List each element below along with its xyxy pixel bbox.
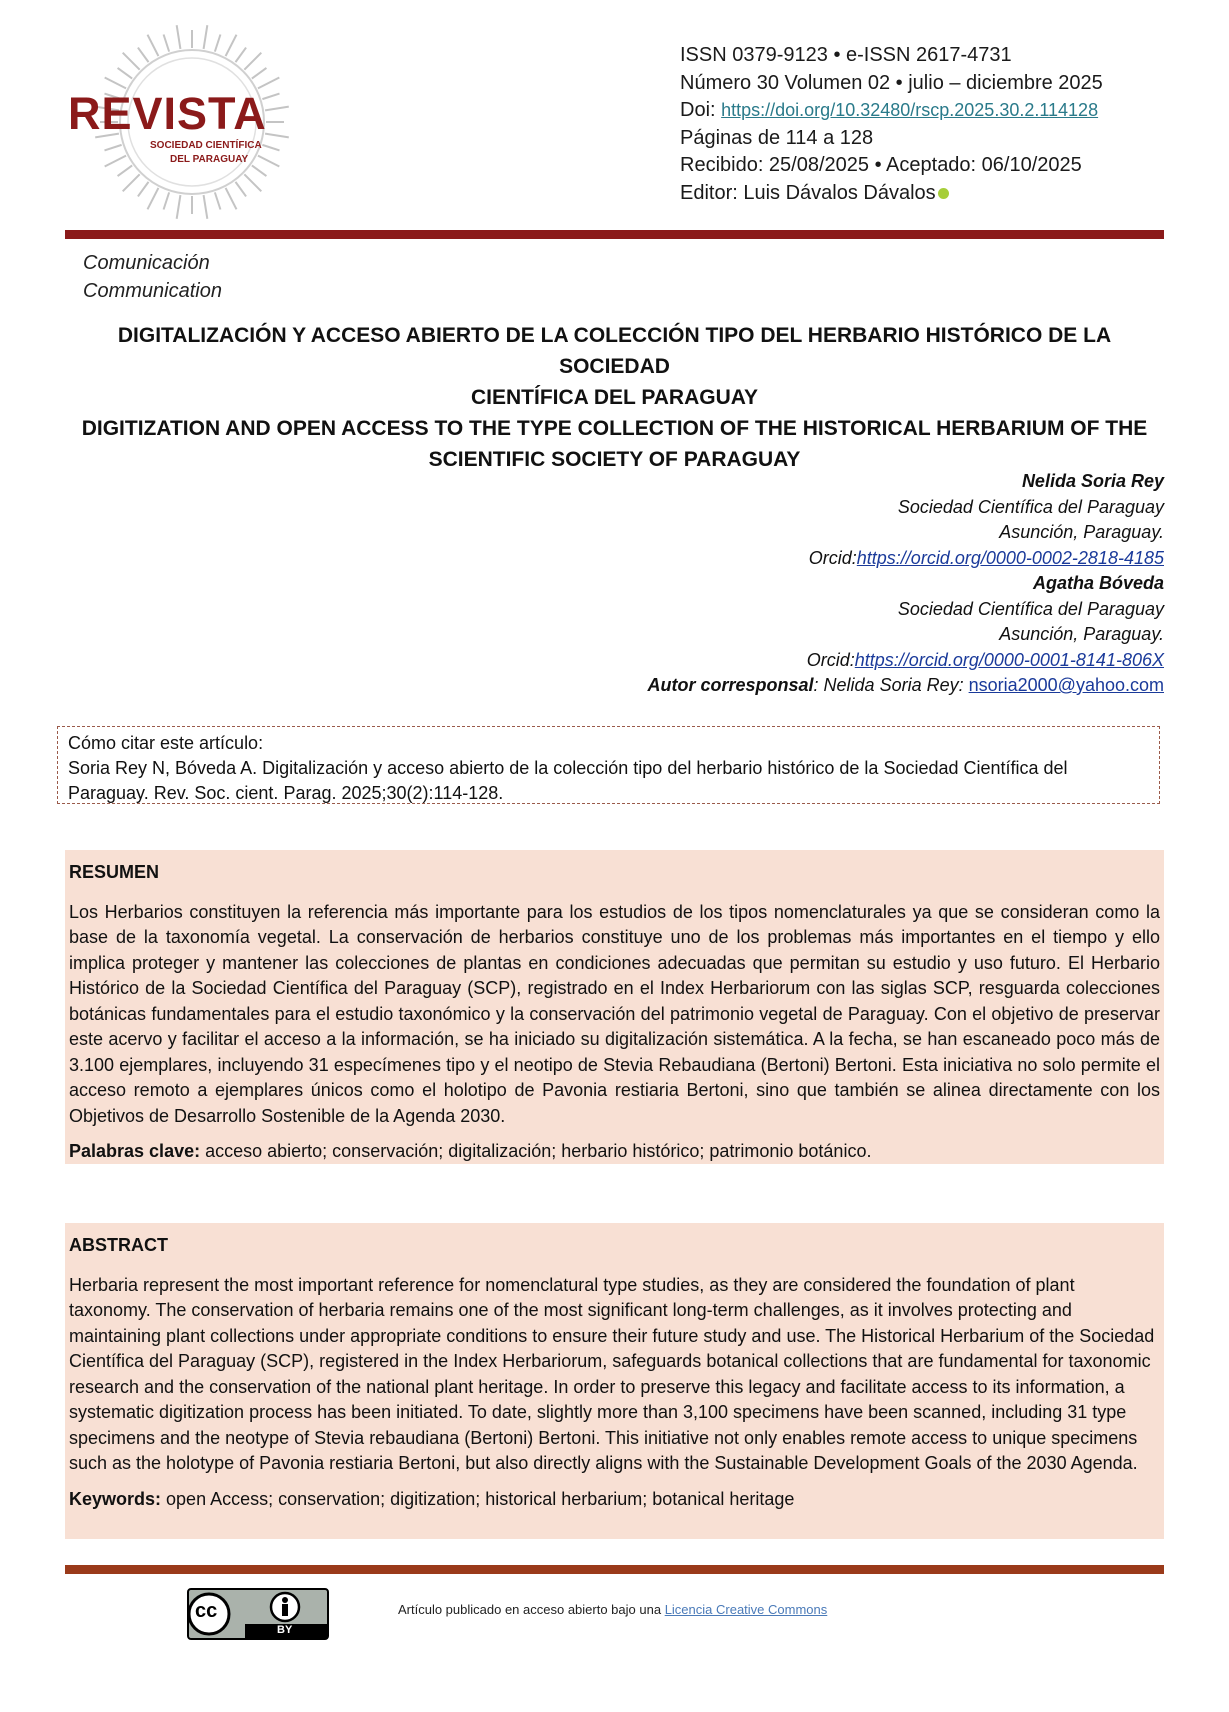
seal-ray (123, 53, 140, 70)
cc-by-badge[interactable] (187, 1588, 329, 1640)
orcid-link[interactable]: https://orcid.org/0000-0001-8141-806X (854, 649, 1164, 670)
logo-word: REVISTA (68, 88, 267, 139)
seal-ray (123, 174, 140, 191)
resumen-heading: RESUMEN (69, 862, 160, 882)
orcid-label: Orcid: (808, 547, 857, 568)
author-block (647, 469, 1164, 699)
corresponding-label: Autor corresponsal (647, 675, 814, 695)
by-text: BY (277, 1624, 293, 1636)
corresponding-author (647, 673, 1164, 699)
seal-ray (262, 145, 279, 151)
author-orcid (647, 648, 1164, 674)
corresponding-email[interactable]: nsoria2000@yahoo.com (968, 675, 1164, 695)
seal-ray (226, 188, 237, 209)
journal-logo (62, 14, 312, 224)
article-title (65, 320, 1164, 475)
pages-line: Páginas de 114 a 128 (680, 126, 874, 149)
author-name: Agatha Bóveda (1032, 573, 1164, 593)
license-statement (398, 1602, 827, 1617)
author-orcid (647, 546, 1164, 572)
citation-box (57, 726, 1160, 804)
resumen-keywords (69, 1139, 1160, 1165)
section-type-es: Comunicación (83, 252, 210, 274)
title-en-line2: SCIENTIFIC SOCIETY OF PARAGUAY (428, 448, 801, 471)
editor-line (680, 180, 1103, 208)
citation-text: Soria Rey N, Bóveda A. Digitalización y acceso abierto de la colección tipo del herbario histórico de la Sociedad Científica del Paraguay. Rev. Soc. cient. Parag. 2025;30(2):114-128. (68, 758, 1068, 803)
seal-ray (164, 35, 170, 52)
dates-line: Recibido: 25/08/2025 • Aceptado: 06/10/2025 (680, 154, 1082, 176)
abstract-keywords (69, 1487, 1160, 1513)
seal-ray (226, 35, 237, 56)
license-link[interactable]: Licencia Creative Commons (664, 1602, 828, 1617)
author-name: Nelida Soria Rey (1021, 471, 1164, 491)
corresponding-text: : Nelida Soria Rey: (813, 675, 969, 695)
seal-ray (164, 192, 170, 209)
cc-text: cc (195, 1600, 218, 1622)
doi-link[interactable]: https://doi.org/10.32480/rscp.2025.30.2.114128 (721, 100, 1099, 120)
resumen-section (65, 850, 1164, 1164)
keywords-text: acceso abierto; conservación; digitalización; herbario histórico; patrimonio botánico. (200, 1141, 872, 1161)
title-en-line1: DIGITIZATION AND OPEN ACCESS TO THE TYPE COLLECTION OF THE HISTORICAL HERBARIUM OF THE (81, 417, 1148, 440)
citation-heading: Cómo citar este artículo: (68, 733, 264, 753)
seal-ray (118, 165, 133, 176)
title-es-line1: DIGITALIZACIÓN Y ACCESO ABIERTO DE LA COLECCIÓN TIPO DEL HERBARIO HISTÓRICO DE LA SOCIEDAD (117, 324, 1112, 378)
seal-ray (244, 53, 261, 70)
issue-line: Número 30 Volumen 02 • julio – diciembre 2025 (680, 71, 1103, 94)
resumen-body: Los Herbarios constituyen la referencia más importante para los estudios de los tipos nomenclaturales ya que se consideran como la base de la taxonomía vegetal. La conservación de herbarios constituye uno de los problemas más importantes en el tiempo y ello implica proteger y mantener las colecciones de plantas en condiciones adecuadas que permitan su estudio y uso futuro. El Herbario Histórico de la Sociedad Científica del Paraguay (SCP), registrado en el Index Herbariorum con las siglas SCP, resguarda colecciones botánicas fundamentales para el estudio taxonómico y la conservación del patrimonio vegetal de Paraguay. Con el objetivo de preservar este acervo y facilitar el acceso a la información, se ha iniciado su digitalización sistemática. A la fecha, se han escaneado poco más de 3.100 ejemplares, incluyendo 31 especímenes tipo y el neotipo de Stevia Rebaudiana (Bertoni) Bertoni. Esta iniciativa no solo permite el acceso remoto a ejemplares únicos como el holotipo de Pavonia restiaria Bertoni, sino que también se alinea directamente con los Objetivos de Desarrollo Sostenible de la Agenda 2030. (69, 901, 1160, 1126)
orcid-link[interactable]: https://orcid.org/0000-0002-2818-4185 (856, 547, 1164, 568)
seal-ray (177, 195, 181, 219)
author-location: Asunción, Paraguay. (999, 522, 1164, 542)
license-text: Artículo publicado en acceso abierto bajo una (398, 1602, 665, 1617)
editor-name: Editor: Luis Dávalos Dávalos (680, 181, 936, 204)
footer-divider (65, 1565, 1164, 1574)
seal-ray (252, 165, 267, 176)
seal-ray (138, 182, 149, 197)
seal-ray (252, 68, 267, 79)
seal-ray (265, 134, 289, 138)
abstract-heading: ABSTRACT (69, 1235, 168, 1255)
seal-ray (177, 25, 181, 49)
seal-ray (235, 48, 246, 63)
seal-ray (148, 188, 159, 209)
keywords-label: Keywords: (69, 1488, 162, 1509)
seal-ray (215, 35, 221, 52)
seal-ray (265, 107, 289, 111)
license-footer (187, 1588, 1167, 1648)
author-affiliation: Sociedad Científica del Paraguay (897, 598, 1164, 619)
orcid-label: Orcid: (806, 649, 855, 670)
keywords-text: open Access; conservation; digitization; historical herbarium; botanical heritage (161, 1488, 795, 1509)
doi-label: Doi: (680, 99, 722, 121)
seal-ray (105, 78, 126, 89)
abstract-body: Herbaria represent the most important reference for nomenclatural type studies, as they are considered the foundation of plant taxonomy. The conservation of herbaria remains one of the most significant long-term challenges, as it involves protecting and maintaining plant collections under appropriate conditions to ensure their future study and use. The Historical Herbarium of the Sociedad Científica del Paraguay (SCP), registered in the Index Herbariorum, safeguards botanical collections that are fundamental for taxonomic research and the conservation of the national plant heritage. In order to preserve this legacy and facilitate access to its information, a systematic digitization process has been initiated. To date, slightly more than 3,100 specimens have been scanned, including 31 type specimens and the neotype of Stevia rebaudiana (Bertoni) Bertoni. This initiative not only enables remote access to unique specimens such as the holotype of Pavonia restiaria Bertoni, but also directly aligns with the Sustainable Development Goals of the 2030 Agenda. (69, 1274, 1155, 1473)
seal-ray (215, 192, 221, 209)
abstract-section (65, 1223, 1164, 1539)
logo-subtitle-2: DEL PARAGUAY (170, 154, 249, 165)
journal-metadata (680, 42, 1103, 207)
section-type (83, 249, 222, 305)
keywords-label: Palabras clave: (69, 1141, 201, 1161)
seal-ray (204, 25, 208, 49)
title-es-line2: CIENTÍFICA DEL PARAGUAY (470, 386, 759, 409)
seal-ray (204, 195, 208, 219)
seal-ray (244, 174, 261, 191)
section-type-en: Communication (83, 280, 222, 302)
seal-ray (105, 145, 122, 151)
author-affiliation: Sociedad Científica del Paraguay (897, 496, 1164, 517)
seal-ray (138, 48, 149, 63)
doi-line (680, 97, 1103, 125)
author-location: Asunción, Paraguay. (999, 624, 1164, 644)
seal-ray (105, 156, 126, 167)
seal-ray (235, 182, 246, 197)
seal-ray (258, 156, 279, 167)
header-divider (65, 230, 1164, 239)
seal-ray (148, 35, 159, 56)
seal-ray (118, 68, 133, 79)
logo-subtitle-1: SOCIEDAD CIENTÍFICA (150, 140, 262, 151)
orcid-icon[interactable] (938, 188, 949, 199)
seal-ray (258, 78, 279, 89)
issn-line: ISSN 0379-9123 • e-ISSN 2617-4731 (680, 44, 1012, 66)
